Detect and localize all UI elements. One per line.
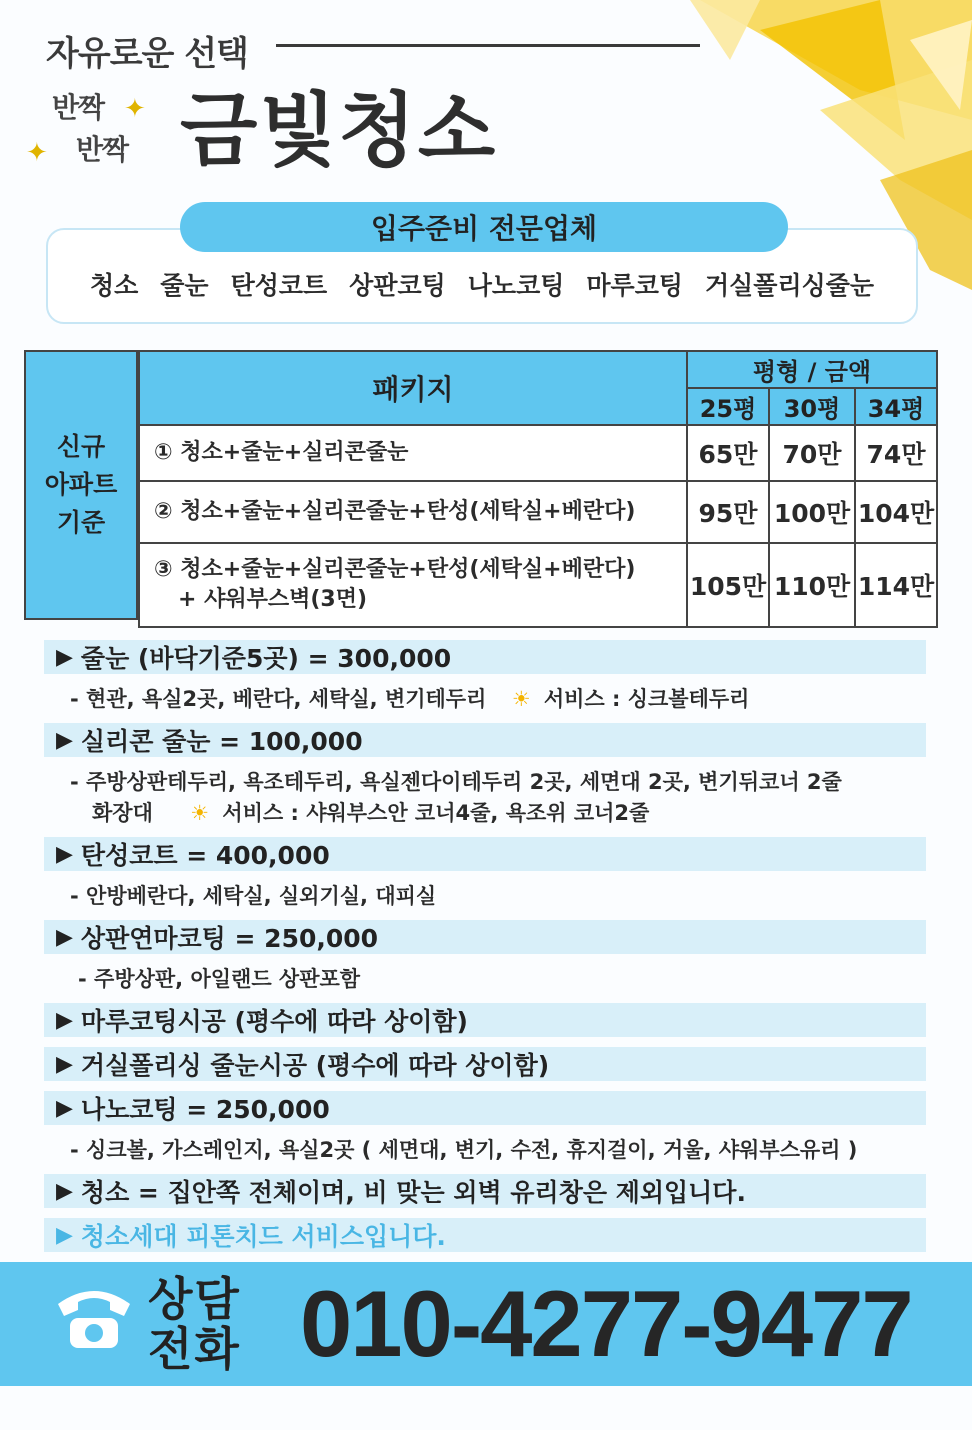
package-name-line: ③ 청소+줄눈+실리콘줄눈+탄성(세탁실+베란다): [154, 557, 636, 582]
package-name: ① 청소+줄눈+실리콘줄눈: [139, 425, 687, 481]
size-header: 25평: [687, 388, 769, 425]
service-item: 거실폴리싱줄눈: [705, 271, 875, 300]
detail-desc-silicone-2: [44, 798, 926, 829]
package-name: [139, 543, 687, 627]
specialist-badge: 입주준비 전문업체: [180, 202, 788, 252]
price-cell: 110만: [769, 543, 855, 627]
size-header: 34평: [855, 388, 937, 425]
detail-title-text: 거실폴리싱 줄눈시공 (평수에 따라 상이함): [80, 1051, 550, 1080]
detail-title-text: 나노코팅 = 250,000: [80, 1095, 330, 1124]
service-bonus-text: 서비스 : 싱크볼테두리: [543, 687, 750, 711]
services-list: [46, 266, 918, 302]
sparkle-text-1: 반짝: [52, 91, 105, 124]
service-item: 마루코팅: [586, 271, 683, 300]
arrow-icon: ▶: [56, 1222, 73, 1248]
side-label-line: 아파트: [44, 470, 118, 499]
service-bonus-text: 서비스 : 샤워부스안 코너4줄, 욕조위 코너2줄: [222, 801, 650, 825]
slogan-divider: [276, 44, 700, 47]
phone-number[interactable]: 010-4277-9477: [300, 1271, 912, 1376]
service-details: [44, 640, 926, 1262]
service-item: 줄눈: [160, 271, 209, 300]
detail-desc-counter: - 주방상판, 아일랜드 상판포함: [78, 967, 361, 991]
price-cell: 105만: [687, 543, 769, 627]
detail-title-text: 줄눈 (바닥기준5곳) = 300,000: [80, 644, 452, 673]
sun-icon: ☀: [190, 801, 209, 825]
package-header: 패키지: [139, 351, 687, 425]
size-header: 30평: [769, 388, 855, 425]
price-cell: 95만: [687, 481, 769, 543]
area-price-header: 평형 / 금액: [687, 351, 937, 388]
price-cell: 70만: [769, 425, 855, 481]
price-table-side-label: [24, 350, 138, 620]
service-item: 청소: [89, 271, 139, 300]
detail-desc-text: 화장대: [92, 801, 153, 825]
detail-title-silicone: [44, 723, 926, 757]
telephone-icon: [54, 1282, 134, 1352]
side-label-line: 기준: [56, 508, 106, 537]
price-cell: 100만: [769, 481, 855, 543]
price-cell: 74만: [855, 425, 937, 481]
detail-title-polishing: [44, 1047, 926, 1081]
detail-title-text: 청소 = 집안쪽 전체이며, 비 맞는 외벽 유리창은 제외입니다.: [80, 1178, 746, 1207]
side-label-line: 신규: [56, 432, 106, 461]
arrow-icon: ▶: [56, 924, 73, 950]
detail-title-counter: [44, 920, 926, 954]
detail-title-text: 실리콘 줄눈 = 100,000: [80, 727, 363, 756]
price-cell: 104만: [855, 481, 937, 543]
table-row: [139, 481, 937, 543]
sparkle-star-icon: ✦: [124, 94, 146, 124]
detail-title-cleaning: [44, 1174, 926, 1208]
service-item: 상판코팅: [349, 271, 446, 300]
detail-title-floor: [44, 1003, 926, 1037]
arrow-icon: ▶: [56, 727, 73, 753]
detail-desc-silicone: - 주방상판테두리, 욕조테두리, 욕실젠다이테두리 2곳, 세면대 2곳, 변기뒤코너 2줄: [70, 770, 842, 794]
detail-title-elastic: [44, 837, 926, 871]
detail-title-grout: [44, 640, 926, 674]
arrow-icon: ▶: [56, 1007, 73, 1033]
sun-icon: ☀: [511, 687, 531, 711]
contact-label-line: 상담: [148, 1272, 241, 1326]
table-row: [139, 543, 937, 627]
price-table: [138, 350, 938, 628]
service-item: 나노코팅: [467, 271, 565, 300]
sparkle-text-2: 반짝: [76, 133, 129, 166]
package-name-line: + 샤워부스벽(3면): [178, 587, 368, 612]
detail-title-text: 마루코팅시공 (평수에 따라 상이함): [80, 1007, 468, 1036]
table-row: [139, 425, 937, 481]
sparkle-star-icon: ✦: [26, 138, 48, 168]
detail-desc-grout: [44, 684, 926, 715]
price-cell: 65만: [687, 425, 769, 481]
arrow-icon: ▶: [56, 841, 73, 867]
detail-title-text: 탄성코트 = 400,000: [80, 841, 330, 870]
arrow-icon: ▶: [56, 644, 73, 670]
slogan: 자유로운 선택: [46, 34, 248, 74]
detail-title-text: 상판연마코팅 = 250,000: [80, 924, 379, 953]
brand-name: 금빛청소: [180, 84, 498, 177]
arrow-icon: ▶: [56, 1178, 73, 1204]
contact-label-line: 전화: [148, 1322, 241, 1376]
arrow-icon: ▶: [56, 1095, 73, 1121]
detail-title-text: 청소세대 피톤치드 서비스입니다.: [80, 1222, 446, 1251]
detail-title-pitoncide: [44, 1218, 926, 1252]
package-name: ② 청소+줄눈+실리콘줄눈+탄성(세탁실+베란다): [139, 481, 687, 543]
arrow-icon: ▶: [56, 1051, 73, 1077]
contact-label: [148, 1274, 241, 1374]
detail-desc-nano: - 싱크볼, 가스레인지, 욕실2곳 ( 세면대, 변기, 수전, 휴지걸이, 거울, 샤워부스유리 ): [70, 1138, 858, 1162]
detail-desc-elastic: - 안방베란다, 세탁실, 실외기실, 대피실: [70, 884, 437, 908]
service-item: 탄성코트: [230, 271, 328, 300]
price-cell: 114만: [855, 543, 937, 627]
detail-desc-text: - 현관, 욕실2곳, 베란다, 세탁실, 변기테두리: [70, 687, 487, 711]
contact-banner: [0, 1262, 972, 1386]
detail-title-nano: [44, 1091, 926, 1125]
